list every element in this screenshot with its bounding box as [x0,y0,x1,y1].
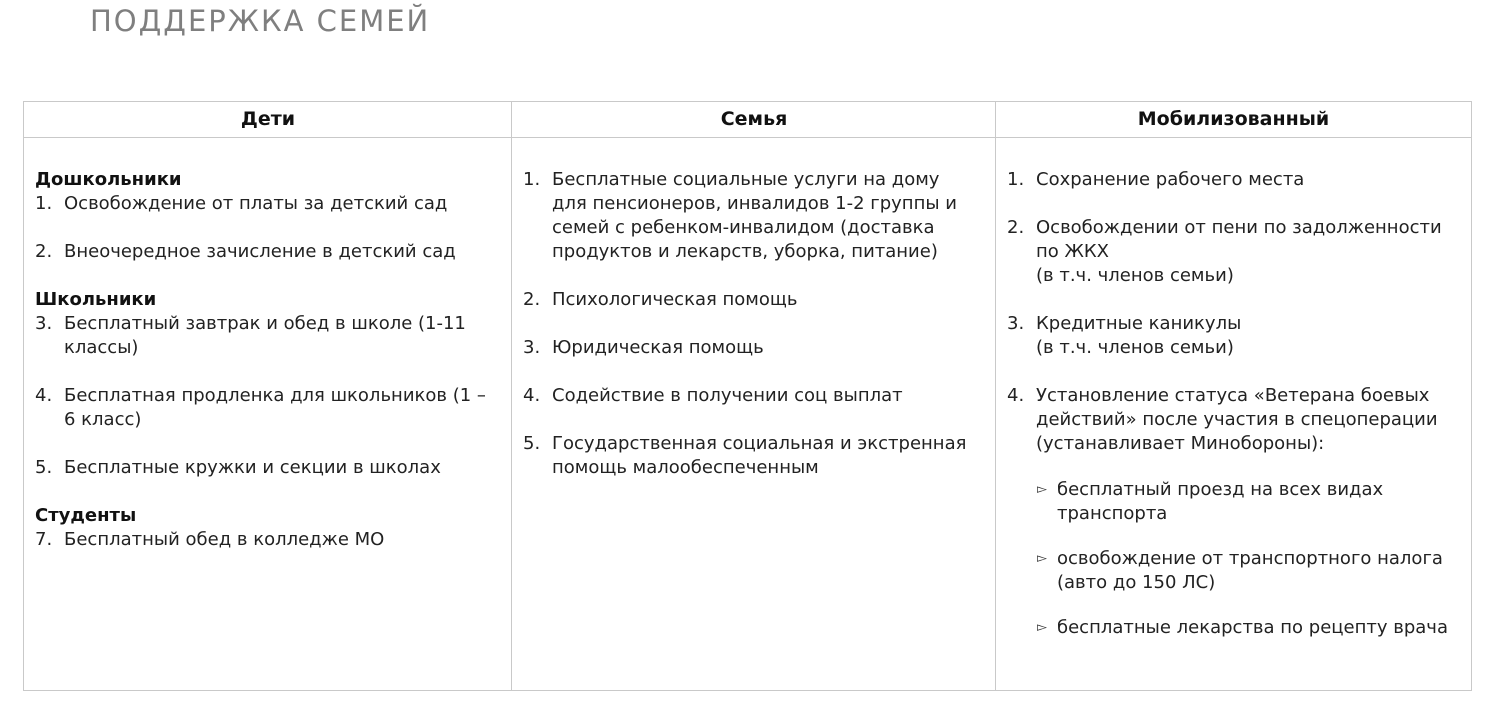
list-item [1007,168,1462,192]
support-table [23,101,1472,691]
list [35,528,500,552]
item-number: 4. [523,385,541,406]
list-item [35,312,500,360]
list-item [35,384,500,432]
table-header-row [24,102,1471,138]
item-text: Юридическая помощь [552,337,764,358]
item-number: 1. [523,169,541,190]
list-item [1007,312,1462,360]
item-text: Освобождении от пени по задолженности по ЖКХ [1036,217,1442,262]
item-text: Государственная социальная и экстренная помощь малообеспеченным [552,433,967,478]
sub-item-text: освобождение от транспортного налога (авто до 150 ЛС) [1057,548,1443,593]
item-number: 5. [523,433,541,454]
column-divider [511,102,512,690]
item-number: 2. [523,289,541,310]
item-number: 1. [35,193,53,214]
item-number: 7. [35,529,53,550]
column-children [35,168,500,552]
item-text: Сохранение рабочего места [1036,169,1305,190]
sub-list-item [1036,616,1462,640]
item-number: 3. [35,313,53,334]
item-number: 3. [1007,313,1025,334]
list [523,168,975,480]
item-text: Содействие в получении соц выплат [552,385,903,406]
group-title: Дошкольники [35,169,182,190]
item-note: (в т.ч. членов семьи) [1036,265,1234,286]
group-preschool [35,168,500,264]
item-number: 2. [1007,217,1025,238]
column-divider [995,102,996,690]
item-text: Кредитные каникулы [1036,313,1242,334]
item-text: Бесплатный обед в колледже МО [64,529,385,550]
list [35,192,500,264]
list-item [523,288,975,312]
sub-list-item [1036,478,1462,526]
list-item [35,192,500,216]
group-title: Школьники [35,289,157,310]
list-item [523,336,975,360]
item-text: Психологическая помощь [552,289,798,310]
list [35,312,500,480]
column-header-mobilized: Мобилизованный [1137,108,1330,130]
group-title: Студенты [35,505,137,526]
page-title: ПОДДЕРЖКА СЕМЕЙ [90,4,431,38]
column-header-family: Семья [720,108,788,130]
list-item [1007,216,1462,288]
item-text: Бесплатный завтрак и обед в школе (1-11 классы) [64,313,466,358]
column-header-children: Дети [240,108,296,130]
sub-list-item [1036,547,1462,595]
item-number: 3. [523,337,541,358]
column-mobilized [1007,168,1462,640]
item-number: 1. [1007,169,1025,190]
item-number: 5. [35,457,53,478]
item-text: Бесплатные кружки и секции в школах [64,457,441,478]
item-number: 4. [1007,385,1025,406]
column-family [523,168,975,480]
sub-item-text: бесплатные лекарства по рецепту врача [1057,617,1448,638]
list-item [523,168,975,264]
item-text: Освобождение от платы за детский сад [64,193,448,214]
group-schoolchildren [35,288,500,480]
item-note: (в т.ч. членов семьи) [1036,337,1234,358]
item-text: Бесплатная продленка для школьников (1 – 6 класс) [64,385,486,430]
list-item [35,456,500,480]
sub-item-text: бесплатный проезд на всех видах транспорта [1057,479,1384,524]
list-item [35,240,500,264]
triangle-bullet-icon: ▻ [1037,482,1047,497]
list-item [35,528,500,552]
item-text: Установление статуса «Ветерана боевых действий» после участия в спецоперации (устанавливает Минобороны): [1036,385,1438,454]
item-number: 4. [35,385,53,406]
list [1007,168,1462,640]
list-item [1007,384,1462,640]
list-item [523,432,975,480]
item-text: Внеочередное зачисление в детский сад [64,241,456,262]
veteran-benefits-list [1036,478,1462,640]
item-number: 2. [35,241,53,262]
list-item [523,384,975,408]
triangle-bullet-icon: ▻ [1037,620,1047,635]
triangle-bullet-icon: ▻ [1037,551,1047,566]
item-text: Бесплатные социальные услуги на дому для пенсионеров, инвалидов 1-2 группы и семей с ребенком-инвалидом (доставка продуктов и лекарств, уборка, питание) [552,169,957,262]
group-students [35,504,500,552]
